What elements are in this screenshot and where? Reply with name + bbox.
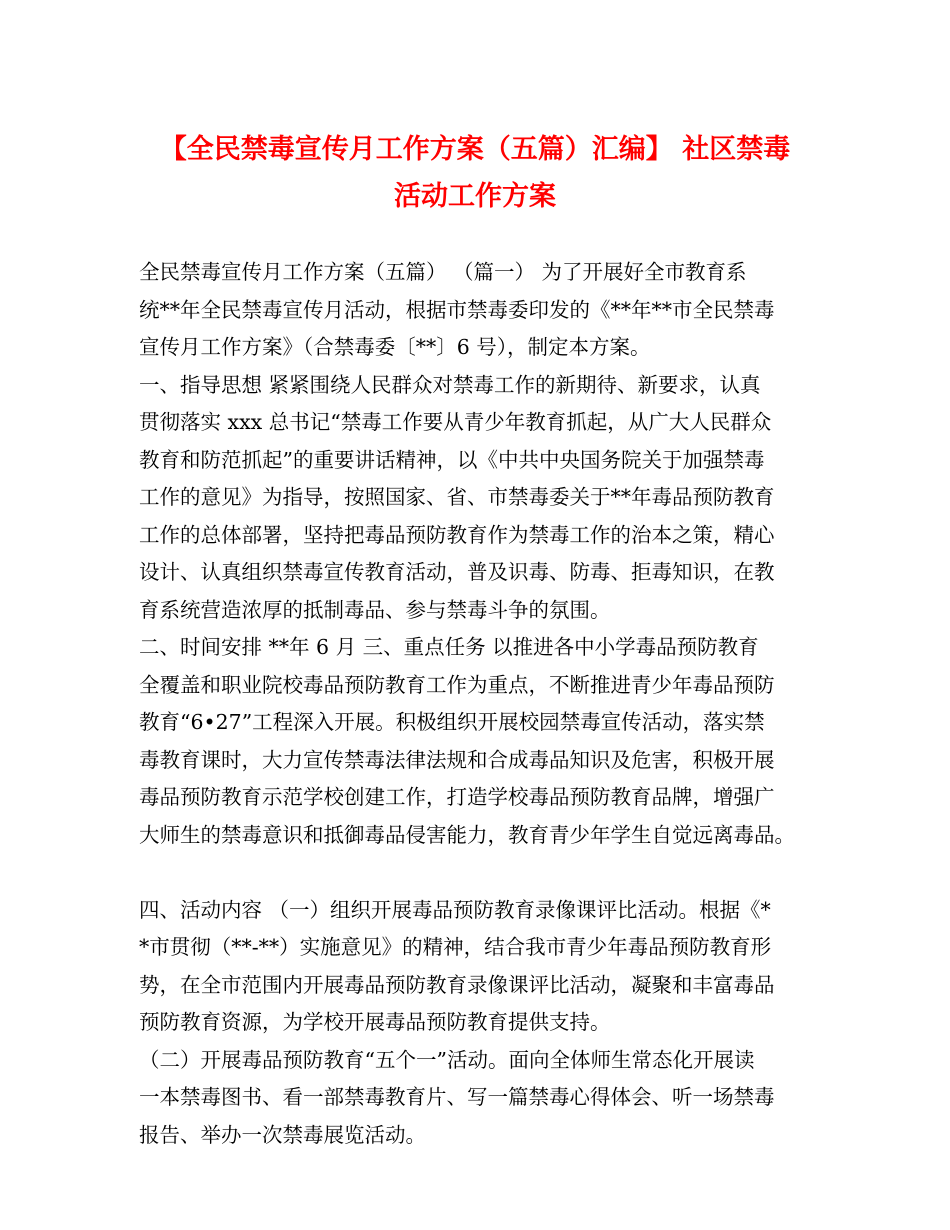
text-line: 全覆盖和职业院校毒品预防教育工作为重点，不断推进青少年毒品预防 — [139, 672, 775, 697]
text-line: 势，在全市范围内开展毒品预防教育录像课评比活动，凝聚和丰富毒品 — [139, 972, 775, 997]
text-line: 一本禁毒图书、看一部禁毒教育片、写一篇禁毒心得体会、听一场禁毒 — [139, 1085, 775, 1109]
paragraph-five-ones — [139, 1042, 829, 1155]
text-line: 育系统营造浓厚的抵制毒品、参与禁毒斗争的氛围。 — [139, 597, 611, 622]
text-line: 报告、举办一次禁毒展览活动。 — [139, 1122, 426, 1147]
text-line: 工作的意见》为指导，按照国家、省、市禁毒委关于**年毒品预防教育 — [139, 485, 775, 509]
text-line: 贯彻落实 xxx 总书记“禁毒工作要从青少年教育抓起，从广大人民群众 — [139, 410, 772, 434]
text-line: 四、活动内容 （一）组织开展毒品预防教育录像课评比活动。根据《* — [139, 897, 771, 922]
text-line: （二）开展毒品预防教育“五个一”活动。面向全体师生常态化开展读 — [139, 1047, 755, 1072]
text-line: 设计、认真组织禁毒宣传教育活动，普及识毒、防毒、拒毒知识，在教 — [139, 560, 775, 584]
title-line-1: 【全民禁毒宣传月工作方案（五篇）汇编】 社区禁毒 — [159, 134, 791, 165]
paragraph-intro — [139, 254, 829, 367]
document-title — [120, 126, 830, 220]
paragraph-activities — [139, 892, 829, 1042]
text-line: *市贯彻（**-**）实施意见》的精神，结合我市青少年毒品预防教育形 — [139, 935, 772, 959]
document-body — [139, 254, 829, 1154]
paragraph-spacer — [139, 854, 829, 892]
text-line: 预防教育资源，为学校开展毒品预防教育提供支持。 — [139, 1010, 611, 1034]
text-line: 一、指导思想 紧紧围绕人民群众对禁毒工作的新期待、新要求，认真 — [139, 372, 761, 397]
text-line: 毒品预防教育示范学校创建工作，打造学校毒品预防教育品牌，增强广 — [139, 785, 775, 809]
paragraph-guiding-ideology — [139, 367, 829, 630]
text-line: 宣传月工作方案》（合禁毒委〔**〕6 号），制定本方案。 — [139, 335, 651, 359]
text-line: 教育“6•27”工程深入开展。积极组织开展校园禁毒宣传活动，落实禁 — [139, 710, 765, 734]
text-line: 全民禁毒宣传月工作方案（五篇） （篇一） 为了开展好全市教育系 — [139, 260, 747, 284]
text-line: 二、时间安排 **年 6 月 三、重点任务 以推进各中小学毒品预防教育 — [139, 635, 759, 659]
text-line: 工作的总体部署，坚持把毒品预防教育作为禁毒工作的治本之策，精心 — [139, 522, 775, 547]
text-line: 统**年全民禁毒宣传月活动，根据市禁毒委印发的《**年**市全民禁毒 — [139, 297, 775, 322]
text-line: 教育和防范抓起”的重要讲话精神，以《中共中央国务院关于加强禁毒 — [139, 447, 765, 472]
text-line: 毒教育课时，大力宣传禁毒法律法规和合成毒品知识及危害，积极开展 — [139, 747, 775, 772]
paragraph-schedule-tasks — [139, 629, 829, 854]
title-line-2: 活动工作方案 — [394, 181, 556, 212]
text-line: 大师生的禁毒意识和抵御毒品侵害能力，教育青少年学生自觉远离毒品。 — [139, 822, 795, 847]
